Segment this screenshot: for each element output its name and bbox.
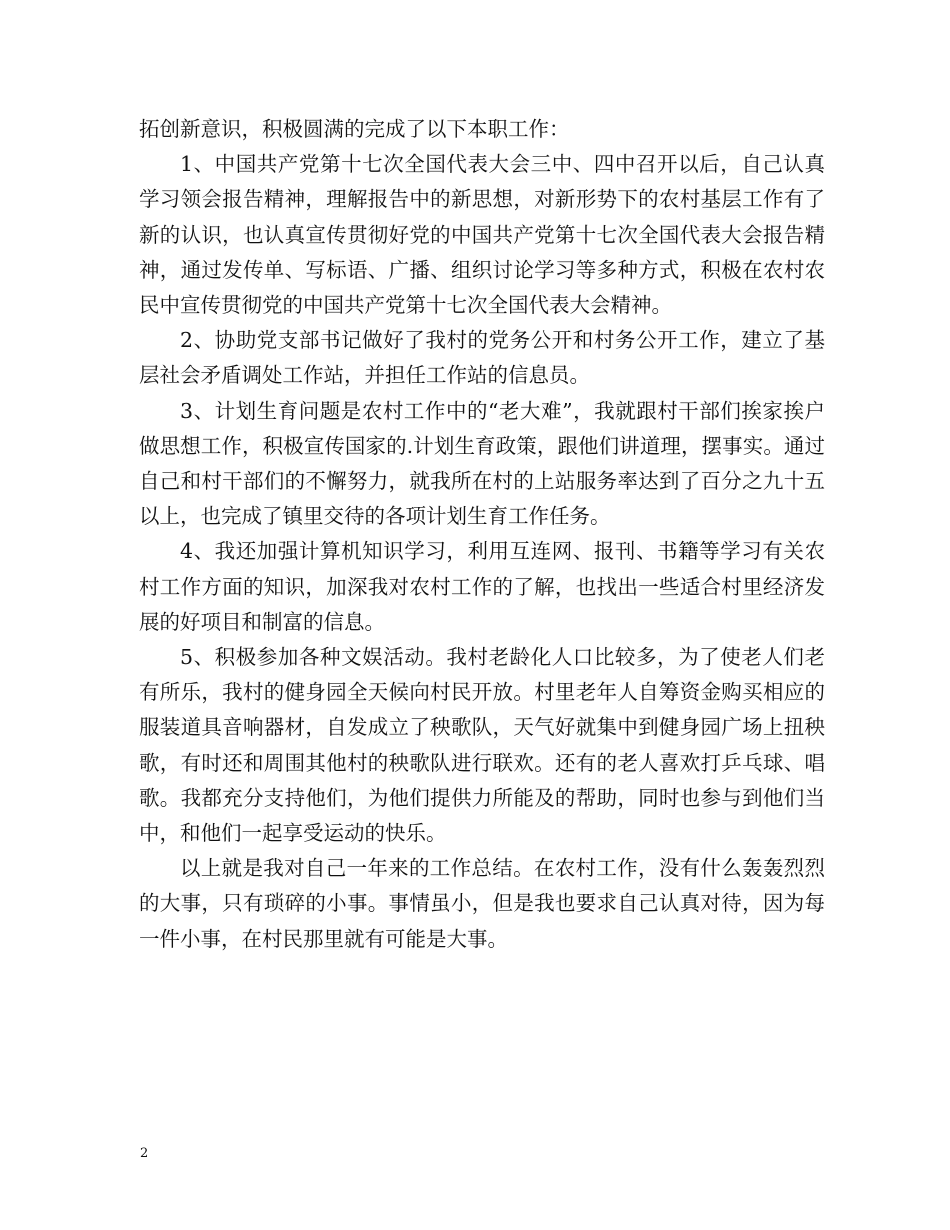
paragraph-item-1: 1、中国共产党第十七次全国代表大会三中、四中召开以后，自己认真学习领会报告精神，理解报告中的新思想，对新形势下的农村基层工作有了新的认识，也认真宣传贯彻好党的中国共产党第十七次全国代表大会报告精神，通过发传单、写标语、广播、组织讨论学习等多种方式，积极在农村农民中宣传贯彻党的中国共产党第十七次全国代表大会精神。 — [139, 152, 825, 318]
paragraph-item-4: 4、我还加强计算机知识学习，利用互连网、报刊、书籍等学习有关农村工作方面的知识，加深我对农村工作的了解，也找出一些适合村里经济发展的好项目和制富的信息。 — [139, 539, 825, 634]
paragraph-continuation: 拓创新意识，积极圆满的完成了以下本职工作： — [139, 117, 570, 141]
page-number: 2 — [140, 1146, 149, 1161]
paragraph-item-2: 2、协助党支部书记做好了我村的党务公开和村务公开工作，建立了基层社会矛盾调处工作站，并担任工作站的信息员。 — [139, 328, 825, 388]
document-body — [139, 112, 825, 957]
paragraph-item-3: 3、计划生育问题是农村工作中的“老大难”，我就跟村干部们挨家挨户做思想工作，积极宣传国家的.计划生育政策，跟他们讲道理，摆事实。通过自己和村干部们的不懈努力，就我所在村的上站服务率达到了百分之九十五以上，也完成了镇里交待的各项计划生育工作任务。 — [139, 398, 825, 529]
paragraph-conclusion: 以上就是我对自己一年来的工作总结。在农村工作，没有什么轰轰烈烈的大事，只有琐碎的小事。事情虽小，但是我也要求自己认真对待，因为每一件小事，在村民那里就有可能是大事。 — [139, 856, 825, 951]
paragraph-item-5: 5、积极参加各种文娱活动。我村老龄化人口比较多，为了使老人们老有所乐，我村的健身园全天候向村民开放。村里老年人自筹资金购买相应的服装道具音响器材，自发成立了秧歌队，天气好就集中到健身园广场上扭秧歌，有时还和周围其他村的秧歌队进行联欢。还有的老人喜欢打乒乓球、唱歌。我都充分支持他们，为他们提供力所能及的帮助，同时也参与到他们当中，和他们一起享受运动的快乐。 — [139, 645, 825, 846]
